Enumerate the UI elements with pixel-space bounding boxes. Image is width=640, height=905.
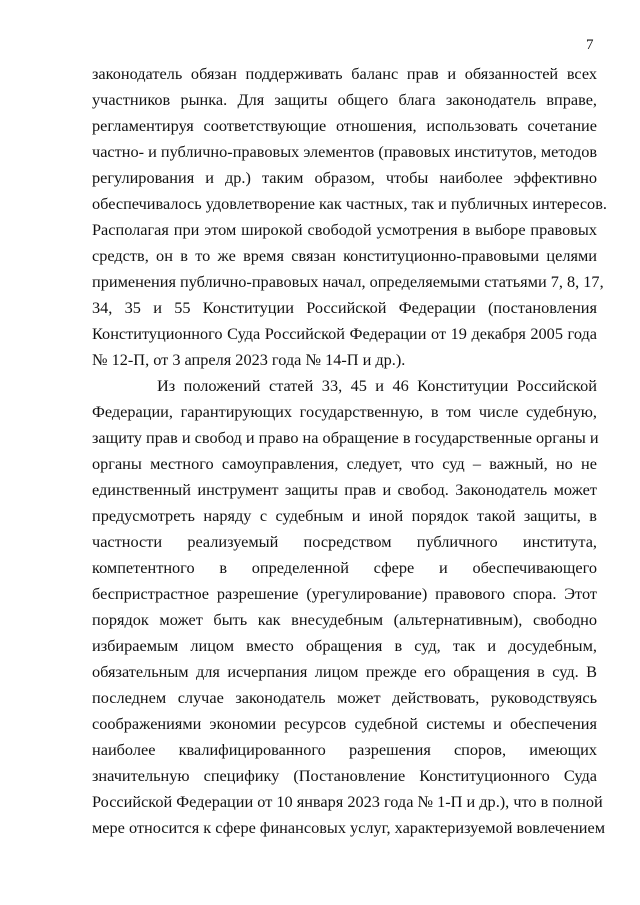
text-line: обязательным для исчерпания лицом прежде его обращения в суд. В [92, 662, 597, 681]
page-number: 7 [586, 37, 594, 53]
text-line: Располагая при этом широкой свободой усмотрения в выборе правовых [92, 220, 597, 239]
text-line: 34, 35 и 55 Конституции Российской Федерации (постановления [92, 298, 597, 317]
text-line: беспристрастное разрешение (урегулирование) правового спора. Этот [92, 584, 597, 603]
text-line: соображениями экономии ресурсов судебной системы и обеспечения [92, 714, 597, 733]
text-line: избираемым лицом вместо обращения в суд, так и досудебным, [92, 636, 597, 655]
text-line: компетентного в определенной сфере и обеспечивающего [92, 558, 597, 577]
text-line: частности реализуемый посредством публичного института, [92, 532, 597, 551]
text-line: мере относится к сфере финансовых услуг, характеризуемой вовлечением [92, 818, 606, 837]
text-line: регламентируя соответствующие отношения, использовать сочетание [92, 116, 597, 135]
text-line: средств, он в то же время связан конституционно-правовыми целями [92, 246, 597, 265]
text-line: частно- и публично-правовых элементов (правовых институтов, методов [92, 142, 598, 161]
text-line: последнем случае законодатель может действовать, руководствуясь [92, 688, 597, 707]
text-line: Российской Федерации от 10 января 2023 года № 1-П и др.), что в полной [92, 792, 603, 811]
paragraph-first-line: Из положений статей 33, 45 и 46 Конституции Российской [157, 376, 597, 395]
text-line: значительную специфику (Постановление Конституционного Суда [92, 766, 597, 785]
text-line: Конституционного Суда Российской Федерации от 19 декабря 2005 года [92, 324, 597, 343]
text-line: единственный инструмент защиты прав и свобод. Законодатель может [92, 480, 597, 499]
text-line: № 12-П, от 3 апреля 2023 года № 14-П и др.). [92, 350, 406, 369]
text-line: обеспечивалось удовлетворение как частных, так и публичных интересов. [92, 194, 607, 213]
text-line: Федерации, гарантирующих государственную, в том числе судебную, [92, 402, 597, 421]
text-line: регулирования и др.) таким образом, чтобы наиболее эффективно [92, 168, 597, 187]
text-line: защиту прав и свобод и право на обращение в государственные органы и [92, 428, 599, 447]
text-line: применения публично-правовых начал, определяемыми статьями 7, 8, 17, [92, 272, 604, 291]
text-line: наиболее квалифицированного разрешения споров, имеющих [92, 740, 597, 759]
text-line: законодатель обязан поддерживать баланс прав и обязанностей всех [92, 64, 597, 83]
text-line: участников рынка. Для защиты общего блага законодатель вправе, [92, 90, 597, 109]
text-line: предусмотреть наряду с судебным и иной порядок такой защиты, в [92, 506, 597, 525]
text-line: органы местного самоуправления, следует, что суд – важный, но не [92, 454, 597, 473]
text-line: порядок может быть как внесудебным (альтернативным), свободно [92, 610, 597, 629]
